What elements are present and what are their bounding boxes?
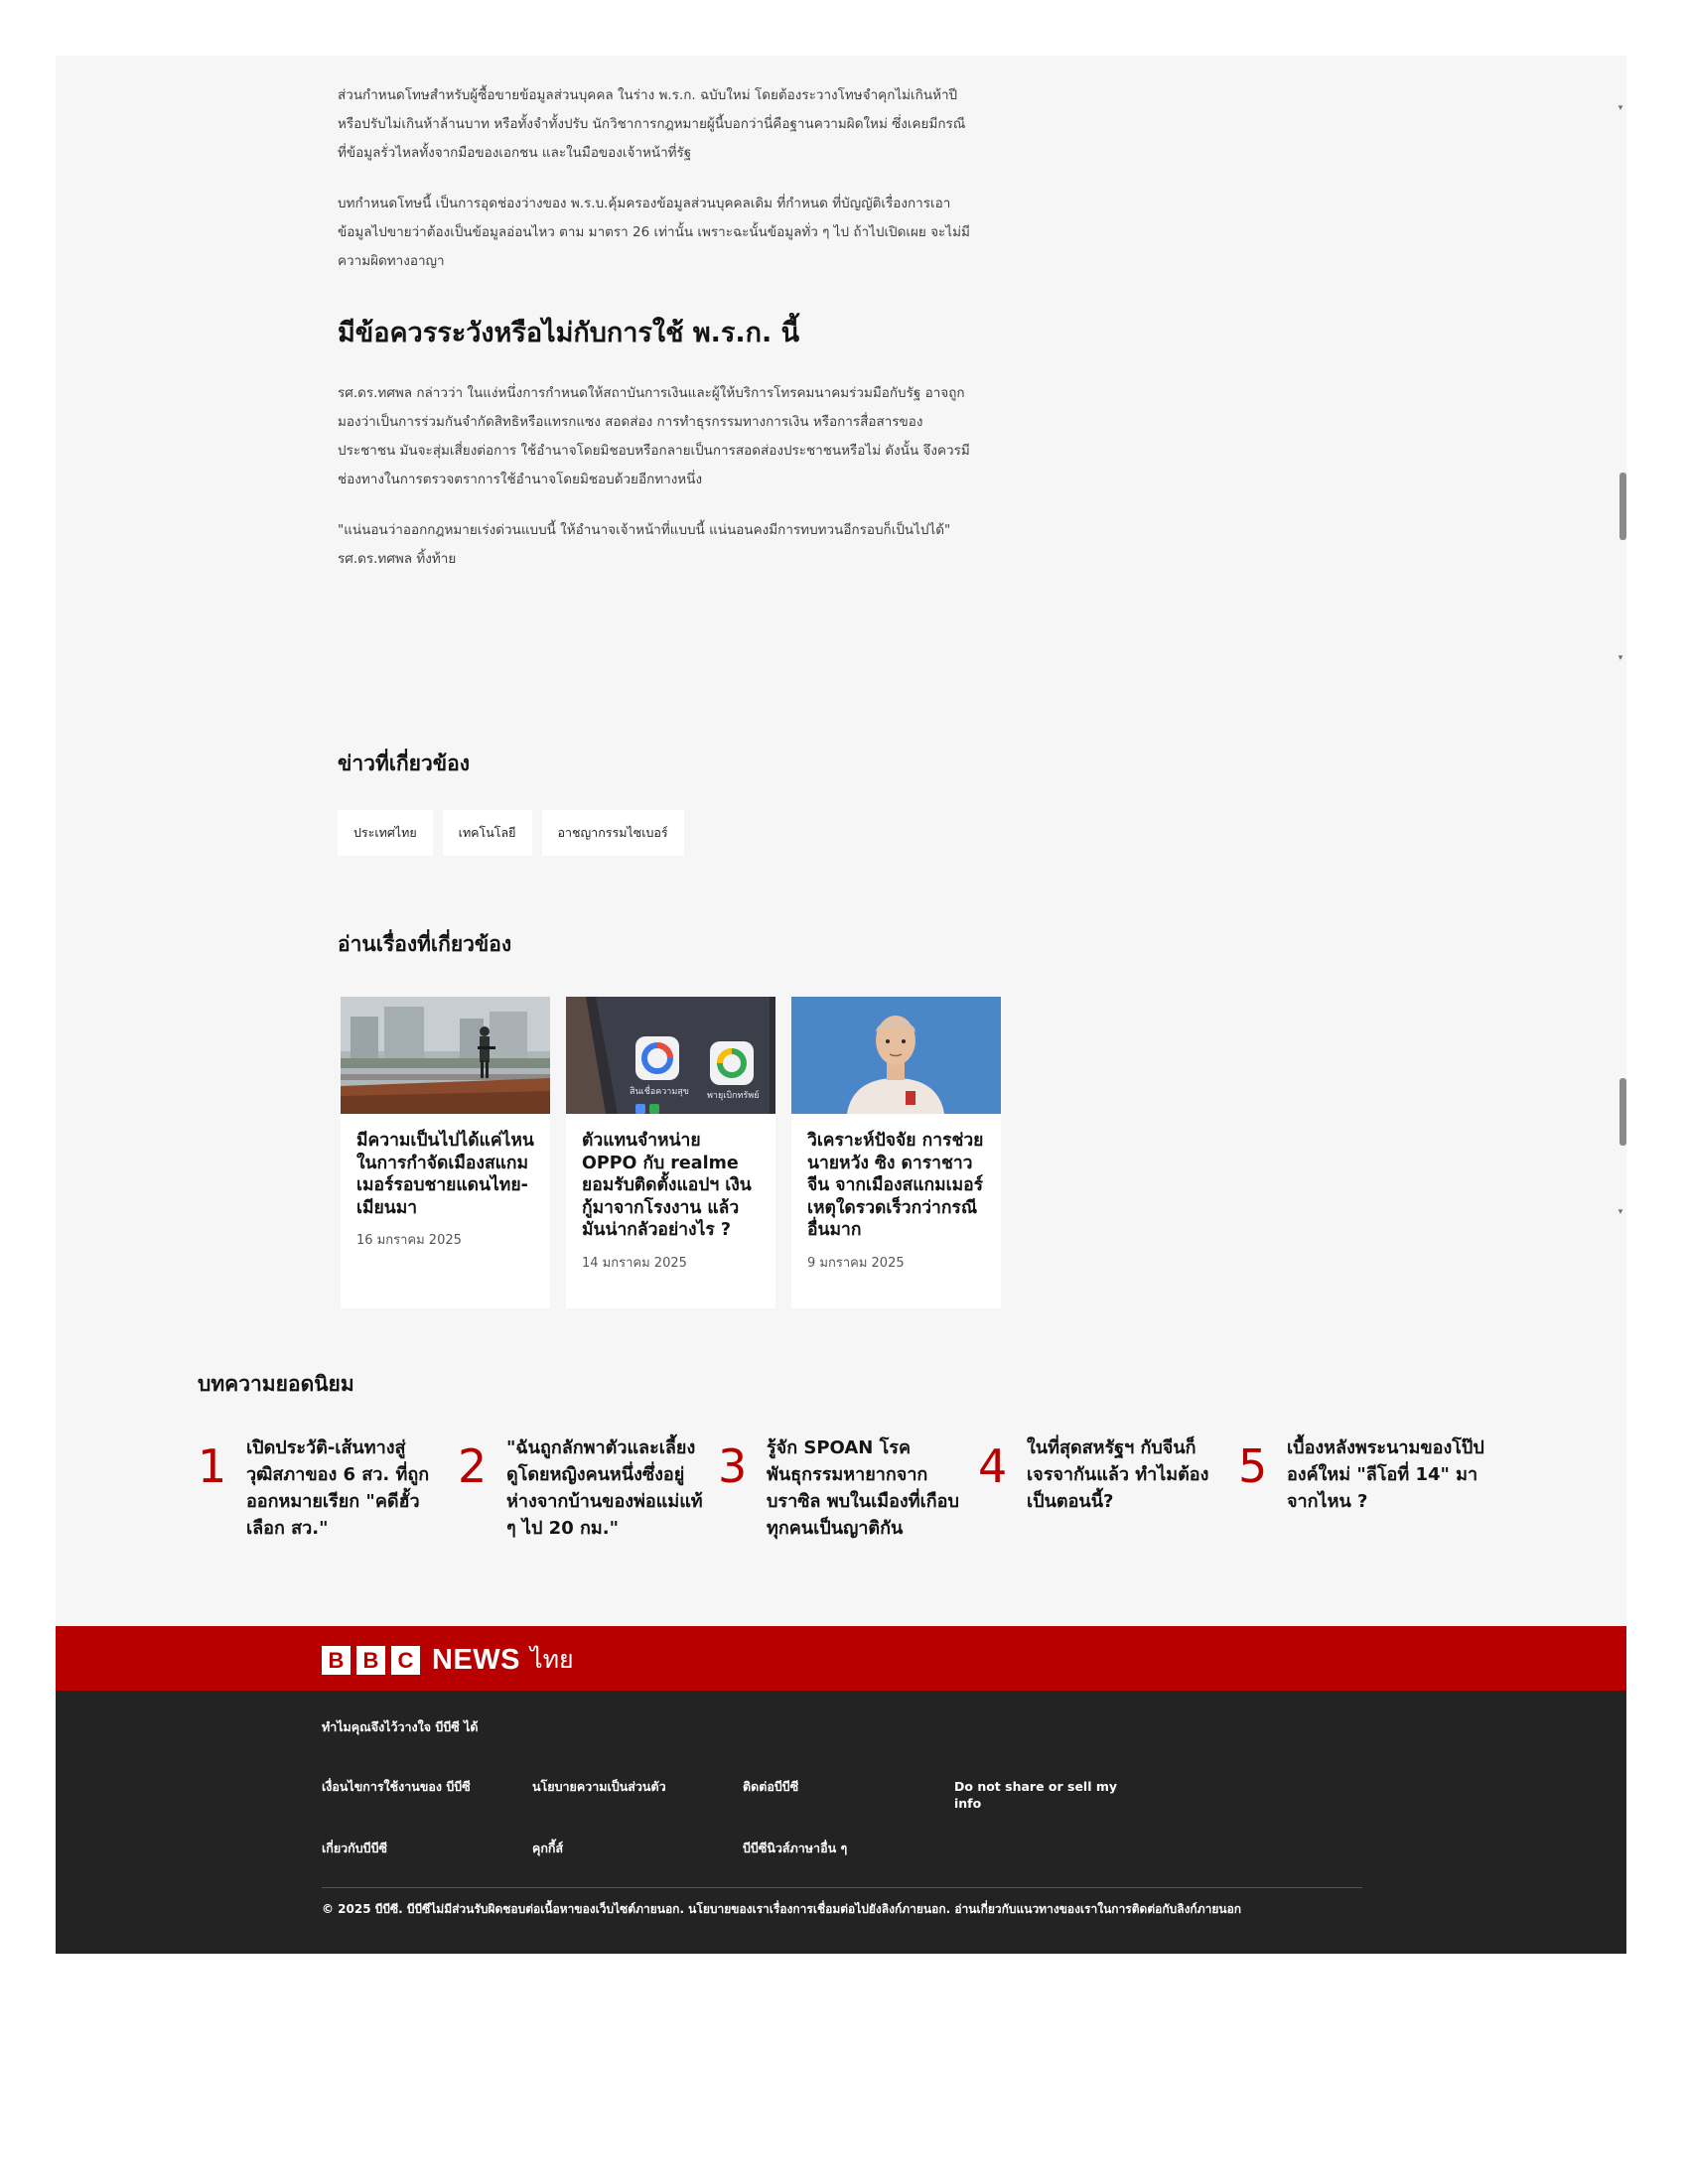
logo-block: B [322, 1646, 351, 1675]
related-stories-heading: อ่านเรื่องที่เกี่ยวข้อง [338, 932, 512, 956]
footer-link-about[interactable]: เกี่ยวกับบีบีซี [322, 1841, 388, 1855]
footer-link-do-not-sell[interactable]: Do not share or sell my info [954, 1779, 1118, 1811]
scroll-arrow-icon[interactable]: ▾ [1618, 1207, 1623, 1217]
most-read-rank: 5 [1238, 1439, 1268, 1493]
soldier-at-border-image [341, 997, 550, 1114]
browser-viewport [56, 56, 1626, 1954]
logo-block: B [356, 1646, 385, 1675]
footer-copyright: © 2025 บีบีซี. บีบีซีไม่มีส่วนรับผิดชอบต่อเนื้อหาของเว็บไซต์ภายนอก. นโยบายของเราเรื่องการเชื่อมต่อไปยังลิงก์ภายนอก. อ่านเกี่ยวกับแนวทางของเราในการติดต่อกับลิงก์ภายนอก [322, 1902, 1242, 1916]
related-stories-list [341, 997, 1001, 1308]
phone-apps-image [566, 997, 775, 1114]
article-paragraph: "แน่นอนว่าออกกฎหมายเร่งด่วนแบบนี้ ให้อำนาจเจ้าหน้าที่แบบนี้ แน่นอนคงมีการทบทวนอีกรอบก็เป็นไปได้" รศ.ดร.ทศพล ทิ้งท้าย [338, 522, 951, 567]
logo-news-text: NEWS [432, 1643, 520, 1676]
most-read-title[interactable]: "ฉันถูกลักพาตัวและเลี้ยงดูโดยหญิงคนหนึ่งซึ่งอยู่ห่างจากบ้านของพ่อแม่แท้ ๆ ไป 20 กม." [506, 1437, 703, 1539]
scroll-arrow-icon[interactable]: ▾ [1618, 653, 1623, 663]
logo-block: C [391, 1646, 420, 1675]
related-story-date: 9 มกราคม 2025 [807, 1255, 905, 1271]
footer-link-contact[interactable]: ติดต่อบีบีซี [743, 1779, 799, 1794]
most-read-item[interactable] [978, 1437, 1238, 1542]
footer-links-area [56, 1691, 1626, 1954]
most-read-heading: บทความยอดนิยม [198, 1372, 354, 1396]
app-label: สินเชื่อความสุข [630, 1087, 689, 1097]
footer-link-terms[interactable]: เงื่อนไขการใช้งานของ บีบีซี [322, 1779, 471, 1794]
article-paragraph: ส่วนกำหนดโทษสำหรับผู้ซื้อขายข้อมูลส่วนบุคคล ในร่าง พ.ร.ก. ฉบับใหม่ โดยต้องระวางโทษจำคุกไม่เกินห้าปี หรือปรับไม่เกินห้าล้านบาท หรือทั้งจำทั้งปรับ นักวิชาการกฎหมายผู้นี้บอกว่านี่คือฐานความผิดใหม่ ซึ่งเคยมีกรณีที่ข้อมูลรั่วไหลทั้งจากมือของเอกชน และในมือของเจ้าหน้าที่รัฐ [338, 87, 966, 161]
bbc-news-thai-logo[interactable] [322, 1640, 574, 1680]
related-story-card[interactable] [791, 997, 1001, 1308]
footer-link-privacy[interactable]: นโยบายความเป็นส่วนตัว [532, 1779, 666, 1794]
topic-tag-technology[interactable]: เทคโนโลยี [443, 810, 532, 856]
footer-link-trust[interactable]: ทำไมคุณจึงไว้วางใจ บีบีซี ได้ [322, 1719, 479, 1734]
related-story-card[interactable] [566, 997, 775, 1308]
footer-link-cookies[interactable]: คุกกี้ส์ [532, 1841, 564, 1855]
related-topics-heading: ข่าวที่เกี่ยวข้อง [338, 751, 470, 775]
app-label: พายุเบิกทรัพย์ [707, 1091, 760, 1101]
most-read-title[interactable]: เปิดประวัติ-เส้นทางสู่วุฒิสภาของ 6 สว. ที่ถูกออกหมายเรียก "คดีฮั้วเลือก สว." [246, 1437, 430, 1539]
related-topics-list [338, 810, 684, 856]
article-paragraph: รศ.ดร.ทศพล กล่าวว่า ในแง่หนึ่งการกำหนดให้สถาบันการเงินและผู้ให้บริการโทรคมนาคมร่วมมือกับรัฐ อาจถูกมองว่าเป็นการร่วมกันจำกัดสิทธิหรือแทรกแซง สอดส่อง การทำธุรกรรมทางการเงิน หรือการสื่อสารของประชาชน มันจะสุ่มเสี่ยงต่อการ ใช้อำนาจโดยมิชอบหรือกลายเป็นการสอดส่องประชาชนหรือไม่ ดังนั้น จึงควรมีช่องทางในการตรวจตราการใช้อำนาจโดยมิชอบด้วยอีกทางหนึ่ง [338, 385, 970, 487]
most-read-rank: 1 [198, 1439, 227, 1493]
article-subheading: มีข้อควรระวังหรือไม่กับการใช้ พ.ร.ก. นี้ [338, 318, 800, 348]
scrollbar-thumb[interactable] [1619, 473, 1626, 540]
footer-brand-bar [56, 1626, 1626, 1691]
related-story-title[interactable]: มีความเป็นไปได้แค่ไหน ในการกำจัดเมืองสแกมเมอร์รอบชายแดนไทย-เมียนมา [356, 1131, 534, 1218]
article-paragraph: บทกำหนดโทษนี้ เป็นการอุดช่องว่างของ พ.ร.บ.คุ้มครองข้อมูลส่วนบุคคลเดิม ที่กำหนด ที่บัญญัติเรื่องการเอาข้อมูลไปขายว่าต้องเป็นข้อมูลอ่อนไหว ตาม มาตรา 26 เท่านั้น เพราะฉะนั้นข้อมูลทั่ว ๆ ไป ถ้าไปเปิดเผย จะไม่มีความผิดทางอาญา [338, 196, 970, 269]
most-read-title[interactable]: ในที่สุดสหรัฐฯ กับจีนก็เจรจากันแล้ว ทำไมต้องเป็นตอนนี้? [1027, 1437, 1209, 1512]
most-read-item[interactable] [198, 1437, 458, 1542]
scrollbar-thumb[interactable] [1619, 1078, 1626, 1146]
related-story-date: 16 มกราคม 2025 [356, 1233, 462, 1248]
related-story-title[interactable]: วิเคราะห์ปัจจัย การช่วยนายหวัง ซิง ดาราชาวจีน จากเมืองสแกมเมอร์ เหตุใดรวดเร็วกว่ากรณีอื่นมาก [807, 1131, 984, 1240]
related-story-date: 14 มกราคม 2025 [582, 1255, 687, 1271]
related-story-card[interactable] [341, 997, 550, 1308]
most-read-title[interactable]: เบื้องหลังพระนามของโป๊ปองค์ใหม่ "ลีโอที่ 14" มาจากไหน ? [1287, 1437, 1484, 1512]
most-read-rank: 4 [978, 1439, 1008, 1493]
footer-link-other-languages[interactable]: บีบีซีนิวส์ภาษาอื่น ๆ [743, 1841, 848, 1855]
topic-tag-thailand[interactable]: ประเทศไทย [338, 810, 433, 856]
most-read-item[interactable] [718, 1437, 978, 1542]
most-read-rank: 2 [458, 1439, 488, 1493]
article-body [338, 81, 973, 596]
most-read-item[interactable] [458, 1437, 718, 1542]
topic-tag-cybercrime[interactable]: อาชญากรรมไซเบอร์ [542, 810, 684, 856]
most-read-item[interactable] [1238, 1437, 1498, 1542]
most-read-rank: 3 [718, 1439, 748, 1493]
young-man-portrait-image [791, 997, 1001, 1114]
related-story-title[interactable]: ตัวแทนจำหน่าย OPPO กับ realme ยอมรับติดตั้งแอปฯ เงินกู้มาจากโรงงาน แล้วมันน่ากลัวอย่างไร ? [582, 1131, 752, 1240]
most-read-list [198, 1437, 1498, 1542]
scroll-arrow-icon[interactable]: ▾ [1618, 103, 1623, 113]
most-read-title[interactable]: รู้จัก SPOAN โรคพันธุกรรมหายากจากบราซิล พบในเมืองที่เกือบทุกคนเป็นญาติกัน [767, 1437, 959, 1539]
footer-divider [322, 1887, 1362, 1888]
logo-language-text: ไทย [530, 1645, 574, 1674]
